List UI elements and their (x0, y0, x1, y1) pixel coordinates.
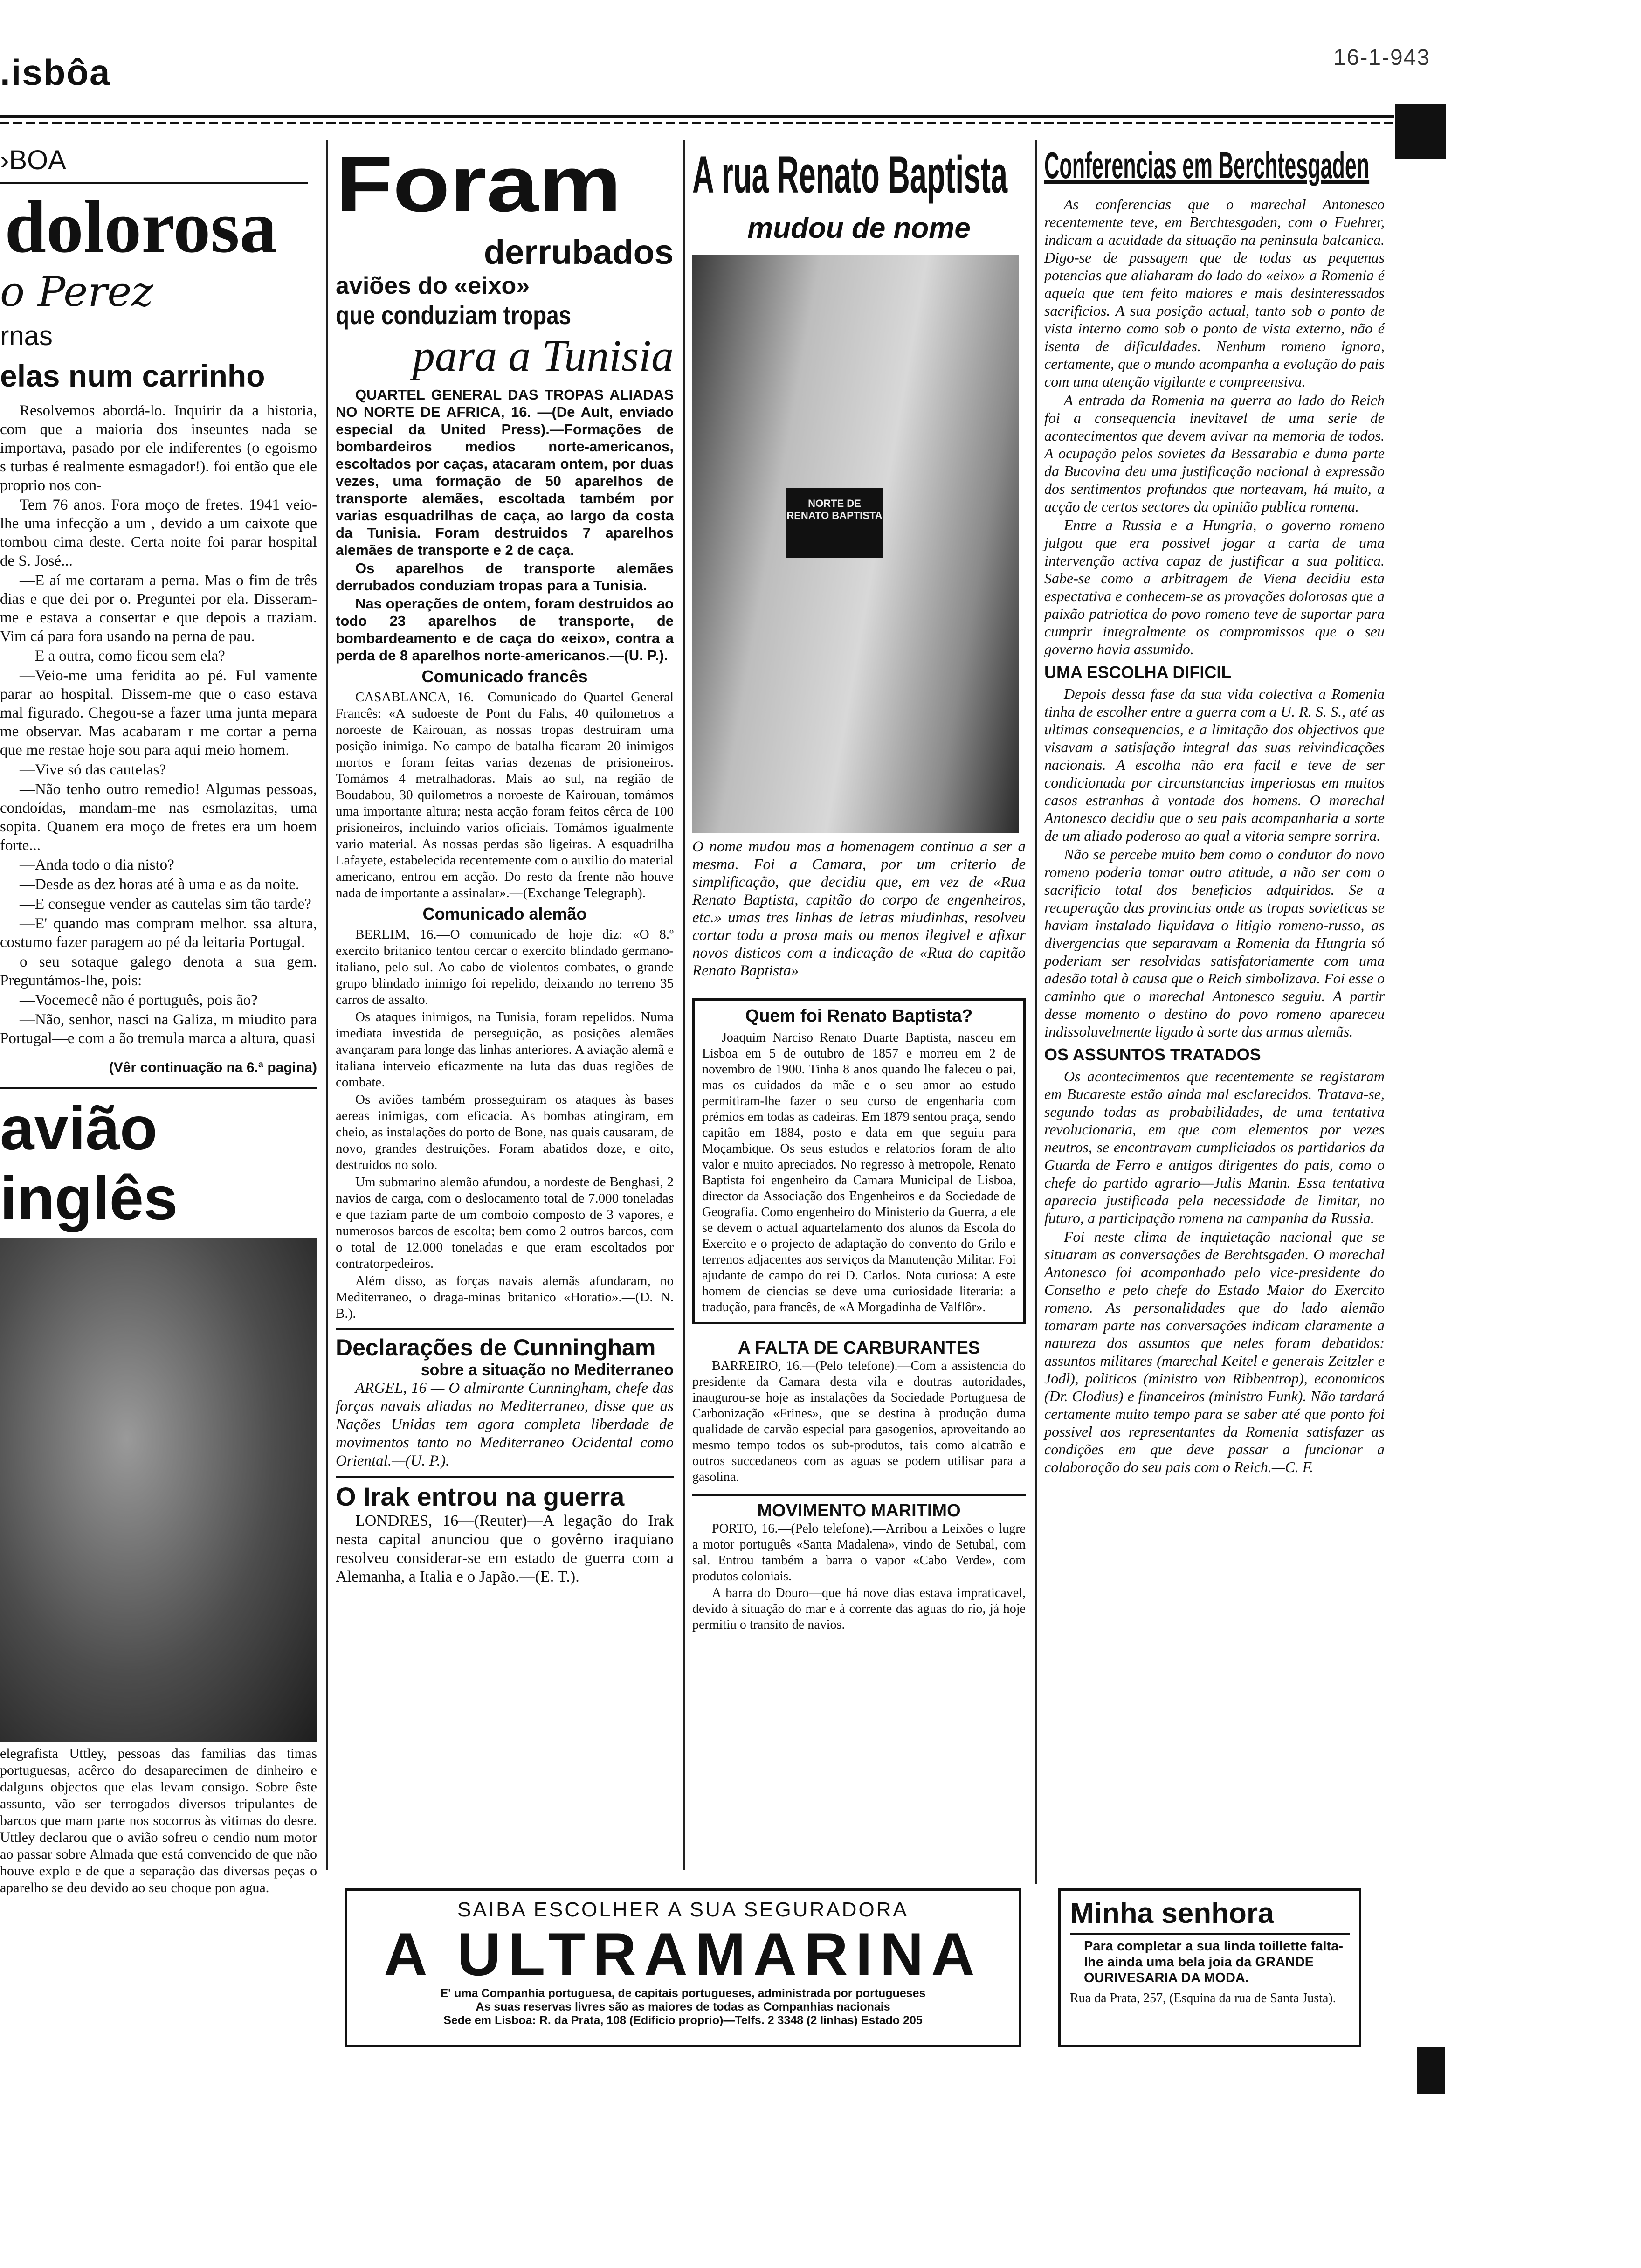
ad-text: Para completar a sua linda toillette falta-lhe ainda uma bela joia da GRANDE OURIVESARIA DA MODA. (1084, 1939, 1343, 1985)
headline-tunisia: para a Tunisia (412, 331, 674, 380)
story-escolha (1044, 685, 1385, 1040)
paragraph: o seu sotaque galego denota a sua gem. Preguntámos-lhe, pois: (0, 954, 317, 989)
kicker-rule (0, 182, 308, 184)
paragraph: Além disso, as forças navais alemãs afundaram, no Mediterraneo, o draga-minas britanico «Horatio».—(D. N. B.). (336, 1273, 674, 1321)
story-maritimo (692, 1521, 1026, 1633)
subhead-cunningham: sobre a situação no Mediterraneo (421, 1361, 674, 1379)
ad-brand: A ULTRAMARINA (384, 1920, 982, 1988)
paragraph: Um submarino alemão afundou, a nordeste de Benghasi, 2 navios de carga, com o deslocamento total de 7.000 toneladas e que faziam parte de um comboio composto de 3 vapores, e numerosos barcos de escolta; bem como 2 outros barcos, com o total de 12.000 toneladas e que eram escoltados por contratorpedeiros. (336, 1175, 674, 1271)
paragraph: —Vocemecê não é português, pois ão? (20, 992, 258, 1009)
paragraph: —E consegue vender as cautelas sim tão tarde? (20, 896, 311, 913)
paragraph: Depois dessa fase da sua vida colectiva a Romenia tinha de escolher entre a guerra com a U. R. S. S., até as ultimas consequencias, e a limitação dos objectivos que visavam a satisfação integral das suas reivindicações nacionais. A escolha não era facil e teve de ser condicionada por circunstancias imperiosas em muitos casos estranhas à vontade dos homens. O marechal Antonesco decidiu que o seu pais acompanharia a sorte de um aliado poderoso ao qual a vitoria sempre sorrira. (1044, 685, 1385, 844)
paragraph: QUARTEL GENERAL DAS TROPAS ALIADAS NO NORTE DE AFRICA, 16. —(De Ault, enviado especial da United Press).—Formações de bombardeiros medios norte-americanos, escoltados por caças, atacaram ontem, por duas vezes, uma formação de 50 aparelhos de transporte alemães, escoltada também por varias esquadrilhas de caça, ao largo da costa da Tunisia. Foram destruidos 7 aparelhos alemães de transporte e 2 de caça. (336, 387, 674, 558)
paragraph: LONDRES, 16—(Reuter)—A legação do Irak nesta capital anunciou que o govêrno iraquiano resolveu considerar-se em estado de guerra com a Alemanha, a Italia e o Japão.—(E. T.). (336, 1512, 674, 1585)
story-frances (336, 689, 674, 901)
paragraph: —Desde as dez horas até à uma e as da noite. (20, 876, 300, 893)
headline-mudou: mudou de nome (747, 212, 971, 244)
issue-date: 16-1-943 (1333, 45, 1431, 70)
headline-derrubados: derrubados (483, 233, 674, 271)
column-rule-3 (1035, 140, 1037, 1884)
headline-foram: Foram (336, 140, 622, 228)
headline-carrinho: elas num carrinho (0, 359, 265, 393)
paragraph: BARREIRO, 16.—(Pelo telefone).—Com a assistencia do presidente da Camara desta vila e doutras autoridades, inaugurou-se hoje as instalações da Sociedade Portuguesa de Carbonização «Frines», que se destina à produção duma qualidade de carvão especial para gasogenios, aproveitando ao mesmo tempo todos os sub-produtos, tais como alcatrão e outros succedaneos com as aguas se podem utilisar para a gasolina. (692, 1359, 1026, 1484)
paragraph: A barra do Douro—que há nove dias estava impraticavel, devido à situação do mar e à corrente das aguas do rio, já hoje permitiu o transito de navios. (692, 1586, 1026, 1632)
story-irak (336, 1512, 674, 1586)
paragraph: Os acontecimentos que recentemente se registaram em Bucareste estão ainda mal esclarecidos. Tratava-se, segundo todas as probabilidades, de uma tentativa revolucionaria, em que com elementos por vezes neutros, se encontravam cumpliciados os partidarios da Guarda de Ferro e antigos dirigentes do pais, como o chefe do partido agrario—Julis Manin. Essa tentativa aparecia justificada pela necessidade de limitar, no futuro, a participação romena na campanha da Russia. (1044, 1068, 1385, 1226)
paragraph: —E' quando mas compram melhor. ssa altura, costumo fazer paragem ao pé da leitaria Portugal. (0, 915, 317, 951)
story-body (0, 401, 317, 1048)
ad-line: Sede em Lisboa: R. da Prata, 108 (Edificio proprio)—Telfs. 2 3348 (2 linhas) Estado 205 (443, 2014, 923, 2027)
paragraph: —Não, senhor, nasci na Galiza, m miudito para Portugal—e com a ão tremula marca a altura, quasi (0, 1011, 317, 1047)
paragraph: Foi neste clima de inquietação nacional que se situaram as conversações de Berchtsgaden. O marechal Antonesco foi acompanhado pelo vice-presidente do Conselho e pelo chefe do Estado Maior do Exercito romeno. As personalidades que do lado alemão tomaram parte nas conversações indicam claramente a natureza dos assuntos que neles foram debatidos: assuntos militares (marechal Keitel e generais Zeitzler e Jodl), politicos (ministro von Ribbentrop), economicos (Dr. Clodius) e financeiros (ministro Funk). Não tardará certamente muito tempo para se saber até que ponto foi possivel aos representantes da Romenia satisfazer as condições em que deve passar a funcionar a colaboração do seu pais com o Reich.—C. F. (1044, 1228, 1385, 1475)
subhead-frances: Comunicado francês (421, 667, 588, 686)
paragraph: —Veio-me uma feridita ao pé. Ful vamente parar ao hospital. Dissem-me que o caso estava mal figurado. Chegou-se a fazer uma junta mepara me observar. Mas acabaram r me cortar a perna que me restae hoje sou para aqui meio homem. (0, 667, 317, 759)
headline-irak: O Irak entrou na guerra (336, 1482, 625, 1511)
story-carburantes (692, 1358, 1026, 1485)
headline-carburantes: A FALTA DE CARBURANTES (738, 1338, 980, 1358)
ad-title: Minha senhora (1070, 1897, 1274, 1929)
corner-block (1395, 104, 1446, 159)
subhead-assuntos: OS ASSUNTOS TRATADOS (1044, 1045, 1261, 1064)
headline-maritimo: MOVIMENTO MARITIMO (757, 1501, 961, 1521)
paragraph: Os aparelhos de transporte alemães derrubados conduziam tropas para a Tunisia. (336, 560, 674, 594)
story-alemao (336, 927, 674, 1322)
column-2 (336, 140, 674, 1587)
column-4 (1044, 142, 1385, 1477)
subhead-escolha: UMA ESCOLHA DIFICIL (1044, 663, 1232, 682)
continuation-note: (Vêr continuação na 6.ª pagina) (109, 1060, 317, 1075)
paragraph: Entre a Russia e a Hungria, o governo romeno julgou que era possivel jogar a carta de uma intervenção activa capaz de justificar a sua politica. Sabe-se como a arbitragem de Viena decidiu esta espectativa e conhecem-se as provações dolorosas que a paixão patriotica do povo romeno teve de suportar para cumprir integralmente os compromissos que o seu governo havia assumido. (1044, 517, 1385, 657)
paragraph: Os ataques inimigos, na Tunisia, foram repelidos. Numa imediata investida de perseguição, as posições alemães avançaram para longe das linhas anteriores. A aviação alemã e italiana interveio eficazmente na luta das duas regiões de combate. (336, 1010, 674, 1090)
paragraph: Os aviões também prosseguiram os ataques às bases aereas inimigas, com eficacia. As bombas atingiram, em cheio, as instalações do porto de Bone, nas quais causaram, de novo, grandes destruições. Foram abatidos doze, e oito, destruidos no solo. (336, 1092, 674, 1172)
paragraph: —E aí me cortaram a perna. Mas o fim de três dias e que dei por o. Preguntei por ela. Disseram-me e estava a consertar e que depois a traziam. Vim cá para fora usando na perna de pau. (0, 572, 317, 645)
headline-perez: o Perez (0, 268, 153, 316)
headline-cunningham: Declarações de Cunningham (336, 1335, 656, 1361)
ad-address: Rua da Prata, 257, (Esquina da rua de Santa Justa). (1070, 1991, 1336, 2005)
box-text (702, 1030, 1016, 1315)
subhead-alemao: Comunicado alemão (422, 904, 587, 923)
paragraph: Tem 76 anos. Fora moço de fretes. 1941 veio-lhe uma infecção a um , devido a um caixote que tombou cima deste. Certa noite foi parar hospital de S. José... (0, 497, 317, 569)
paragraph: PORTO, 16.—(Pelo telefone).—Arribou a Leixões o lugre a motor português «Santa Madalena», vindo de Setubal, com sal. Entrou também a barra o vapor «Cabo Verde», com produtos coloniais. (692, 1521, 1026, 1583)
headline-avioes: aviões do «eixo» (336, 272, 530, 299)
column-3 (692, 145, 1026, 1634)
section-rule (692, 1494, 1026, 1496)
street-sign: NORTE DE RENATO BAPTISTA (786, 488, 883, 558)
ad-line: E' uma Companhia portuguesa, de capitais portugueses, administrada por portugueses (440, 1987, 926, 2000)
paragraph: A entrada da Romenia na guerra ao lado do Reich foi a consequencia inevitavel de uma serie de acontecimentos que devem avivar na memoria de todos. A ocupação pelos sovietes da Bessarabia e duma parte da Bucovina deu uma justificação nacional à expressão dos sentimentos profundos que norteavam, há muito, a acção de certos sectores da opinião publica romena. (1044, 392, 1385, 515)
column-1 (0, 140, 317, 1896)
ad-minha-senhora (1058, 1888, 1361, 2047)
paragraph: —E a outra, como ficou sem ela? (20, 648, 225, 664)
story-assuntos (1044, 1067, 1385, 1476)
story-conferencias (1044, 195, 1385, 658)
paragraph: ARGEL, 16 — O almirante Cunningham, chefe das forças navais aliadas no Mediterraneo, disse que as Nações Unidas tem agora completa liberdade de movimentos tanto no Mediterraneo Ocidental como Oriental.—(U. P.). (336, 1380, 674, 1469)
renato-box (692, 998, 1026, 1324)
ad-tagline: SAIBA ESCOLHER A SUA SEGURADORA (457, 1898, 909, 1921)
photo-caption: O nome mudou mas a homenagem continua a ser a mesma. Foi a Camara, por um criterio de simplificação, que decidiu que, em vez de «Rua Renato Baptista, capitão do corpo de engenheiros, etc.» umas tres linhas de letras miudinhas, resolveu cortar toda a prosa mais ou menos ilegivel e afixar novos disticos com a indicação de «Rua do capitão Renato Baptista» (692, 838, 1026, 979)
paragraph: —Anda todo o dia nisto? (20, 857, 174, 873)
top-rule-dashed (0, 122, 1394, 124)
ad-line: As suas reservas livres são as maiores de todas as Companhias nacionais (476, 2000, 890, 2013)
section-rule (336, 1476, 674, 1478)
headline-rnas: rnas (0, 321, 53, 351)
headline-tropas: que conduziam tropas (336, 300, 572, 330)
ad-rule (1070, 1933, 1350, 1935)
section-kicker: ›BOA (0, 145, 66, 175)
street-sign-photo (692, 255, 1019, 833)
headline-conferencias: Conferencias em Berchtesgaden (1044, 145, 1370, 186)
paragraph: CASABLANCA, 16.—Comunicado do Quartel General Francês: «A sudoeste de Pont du Fahs, 40 quilometros a noroeste de Kairouan, as nossas tropas destruiram uma posição inimiga. No campo de batalha ficaram 20 inimigos mortos e foram feitas varias dezenas de prisioneiros. Tomámos 4 metralhadoras. Mais ao sul, na região de Boudabou, 30 quilometros a noroeste de Kairouan, tomámos uma importante altura; nesta acção foram feitos cêrca de 100 prisioneiros, incluindo varios oficiais. Tomámos igualmente vario material. As nossas perdas são ligeiras. A esquadrilha Lafayete, estabelecida recentemente com o auxilio do material americano, entrou em acção. Do resto da frente não houve nada de importante a assinalar».—(Exchange Telegraph). (336, 690, 674, 900)
lead-text (336, 386, 674, 664)
paragraph: Joaquim Narciso Renato Duarte Baptista, nasceu em Lisboa em 5 de outubro de 1857 e morreu em 2 de novembro de 1900. Tinha 8 anos quando lhe faleceu o pai, mas os cuidados da mãe e o seu amor ao estudo permitiram-lhe fazer o seu curso de engenharia com prémios em todas as cadeiras. Em 1879 sentou praça, sendo capitão em 1884, posto e data em que seguiu para Moçambique. Os seus estudos e relatorios foram de alto valor e muito apreciados. No regresso à metropole, Renato Baptista foi engenheiro da Camara Municipal de Lisboa, director da Associação dos Engenheiros e da Sociedade de Geografia. Como engenheiro do Ministerio da Guerra, a ele se devem o actual aquartelamento dos alunos da Escola do Exercito e o projecto de adaptação do convento do Grilo e terrenos adjacentes aos serviços da Manutenção Militar. Foi ajudante de campo do rei D. Carlos. Nota curiosa: A este homem de ciencias se deve uma curiosidade literaria: a tradução, para francês, de «A Morgadinha de Valflôr». (702, 1030, 1016, 1314)
corner-block (1417, 2047, 1445, 2094)
paragraph: —Vive só das cautelas? (20, 761, 166, 778)
section-rule (336, 1328, 674, 1330)
column-rule-2 (683, 140, 685, 1870)
ad-ultramarina (345, 1888, 1021, 2047)
paragraph: BERLIM, 16.—O comunicado de hoje diz: «O 8.º exercito britanico tentou cercar o exercito blindado germano-italiano, pelo sul. Ao cabo de violentos combates, o grande grupo blindado inimigo foi repelido, deixando no terreno 35 carros de assalto. (336, 927, 674, 1007)
paper-name: .isbôa (0, 52, 111, 93)
section-rule (0, 1087, 317, 1089)
box-title: Quem foi Renato Baptista? (745, 1006, 973, 1026)
column-rule-1 (326, 140, 328, 1870)
paragraph: —Não tenho outro remedio! Algumas pessoas, condoídas, mandam-me nas esmolazitas, uma sopita. Quanem era moço de fretes era um hoem forte... (0, 781, 317, 854)
paragraph: Não se percebe muito bem como o condutor do novo romeno poderia tomar outra atitude, a não ser com o sacrificio total dos beneficios adquiridos. Se a recuperação das provincias onde as tropas sovieticas se haviam instalado liquidava o litigio romeno-russo, as divergencias que separavam a Romenia da Hungria só poderiam ser resolvidas satisfatoriamente com uma adesão total à causa que o Reich simbolizava. Foi esse o caminho que o marechal Antonesco seguiu. A partir desse momento o destino do povo romeno apareceu indissoluvelmente ligado à sorte das armas alemãs. (1044, 846, 1385, 1040)
top-rule (0, 115, 1394, 118)
headline-aviao-ingles: avião inglês (0, 1094, 178, 1232)
paragraph: As conferencias que o marechal Antonesco recentemente teve, em Berchtesgaden, com o Fuehrer, indicam a acuidade da situação na peninsula balcanica. Digo-se de passagem que de todas as pequenas potencias que aliaharam do lado do «eixo» a Romenia é aquela que tem feito maiores e mais desinteressados sacrificios. A sua posição actual, tanto sob o ponto de vista interno como sob o ponto de vista externo, não é isenta de dificuldades. Nenhum romeno ignora, certamente, que o mundo acompanha a evolução do pais com uma atenção vigilante e compreensiva. (1044, 196, 1385, 390)
headline-rua: A rua Renato Baptista (692, 145, 1008, 204)
headline-dolorosa: dolorosa (5, 185, 277, 268)
crash-photo (0, 1238, 317, 1742)
paragraph: Nas operações de ontem, foram destruidos ao todo 23 aparelhos de transporte, de bombardeamento e de caça do «eixo», contra a perda de 8 aparelhos norte-americanos.—(U. P.). (336, 595, 674, 664)
photo-caption: elegrafista Uttley, pessoas das familias das timas portuguesas, acêrco do desaparecimen de dinheiro e dalguns objectos que elas levam consigo. Sobre êste assunto, vão ser terrogados diversos tripulantes de barcos que mam parte nos socorros às vitimas do desre. Uttley declarou que o avião sofreu o cendio num motor ao passar sobre Almada que está convencido de que não houve explo e de que a separação das diversas peças o aparelho se deu devido ao seu choque pon agua. (0, 1746, 317, 1895)
story-cunningham (336, 1379, 674, 1470)
paragraph: Resolvemos abordá-lo. Inquirir da a historia, com que a maioria dos inseuntes nada se importava, pasado por ele indiferentes (o egoismo s turbas é realmente esmagador!). foi então que ele proprio nos con- (0, 402, 317, 494)
